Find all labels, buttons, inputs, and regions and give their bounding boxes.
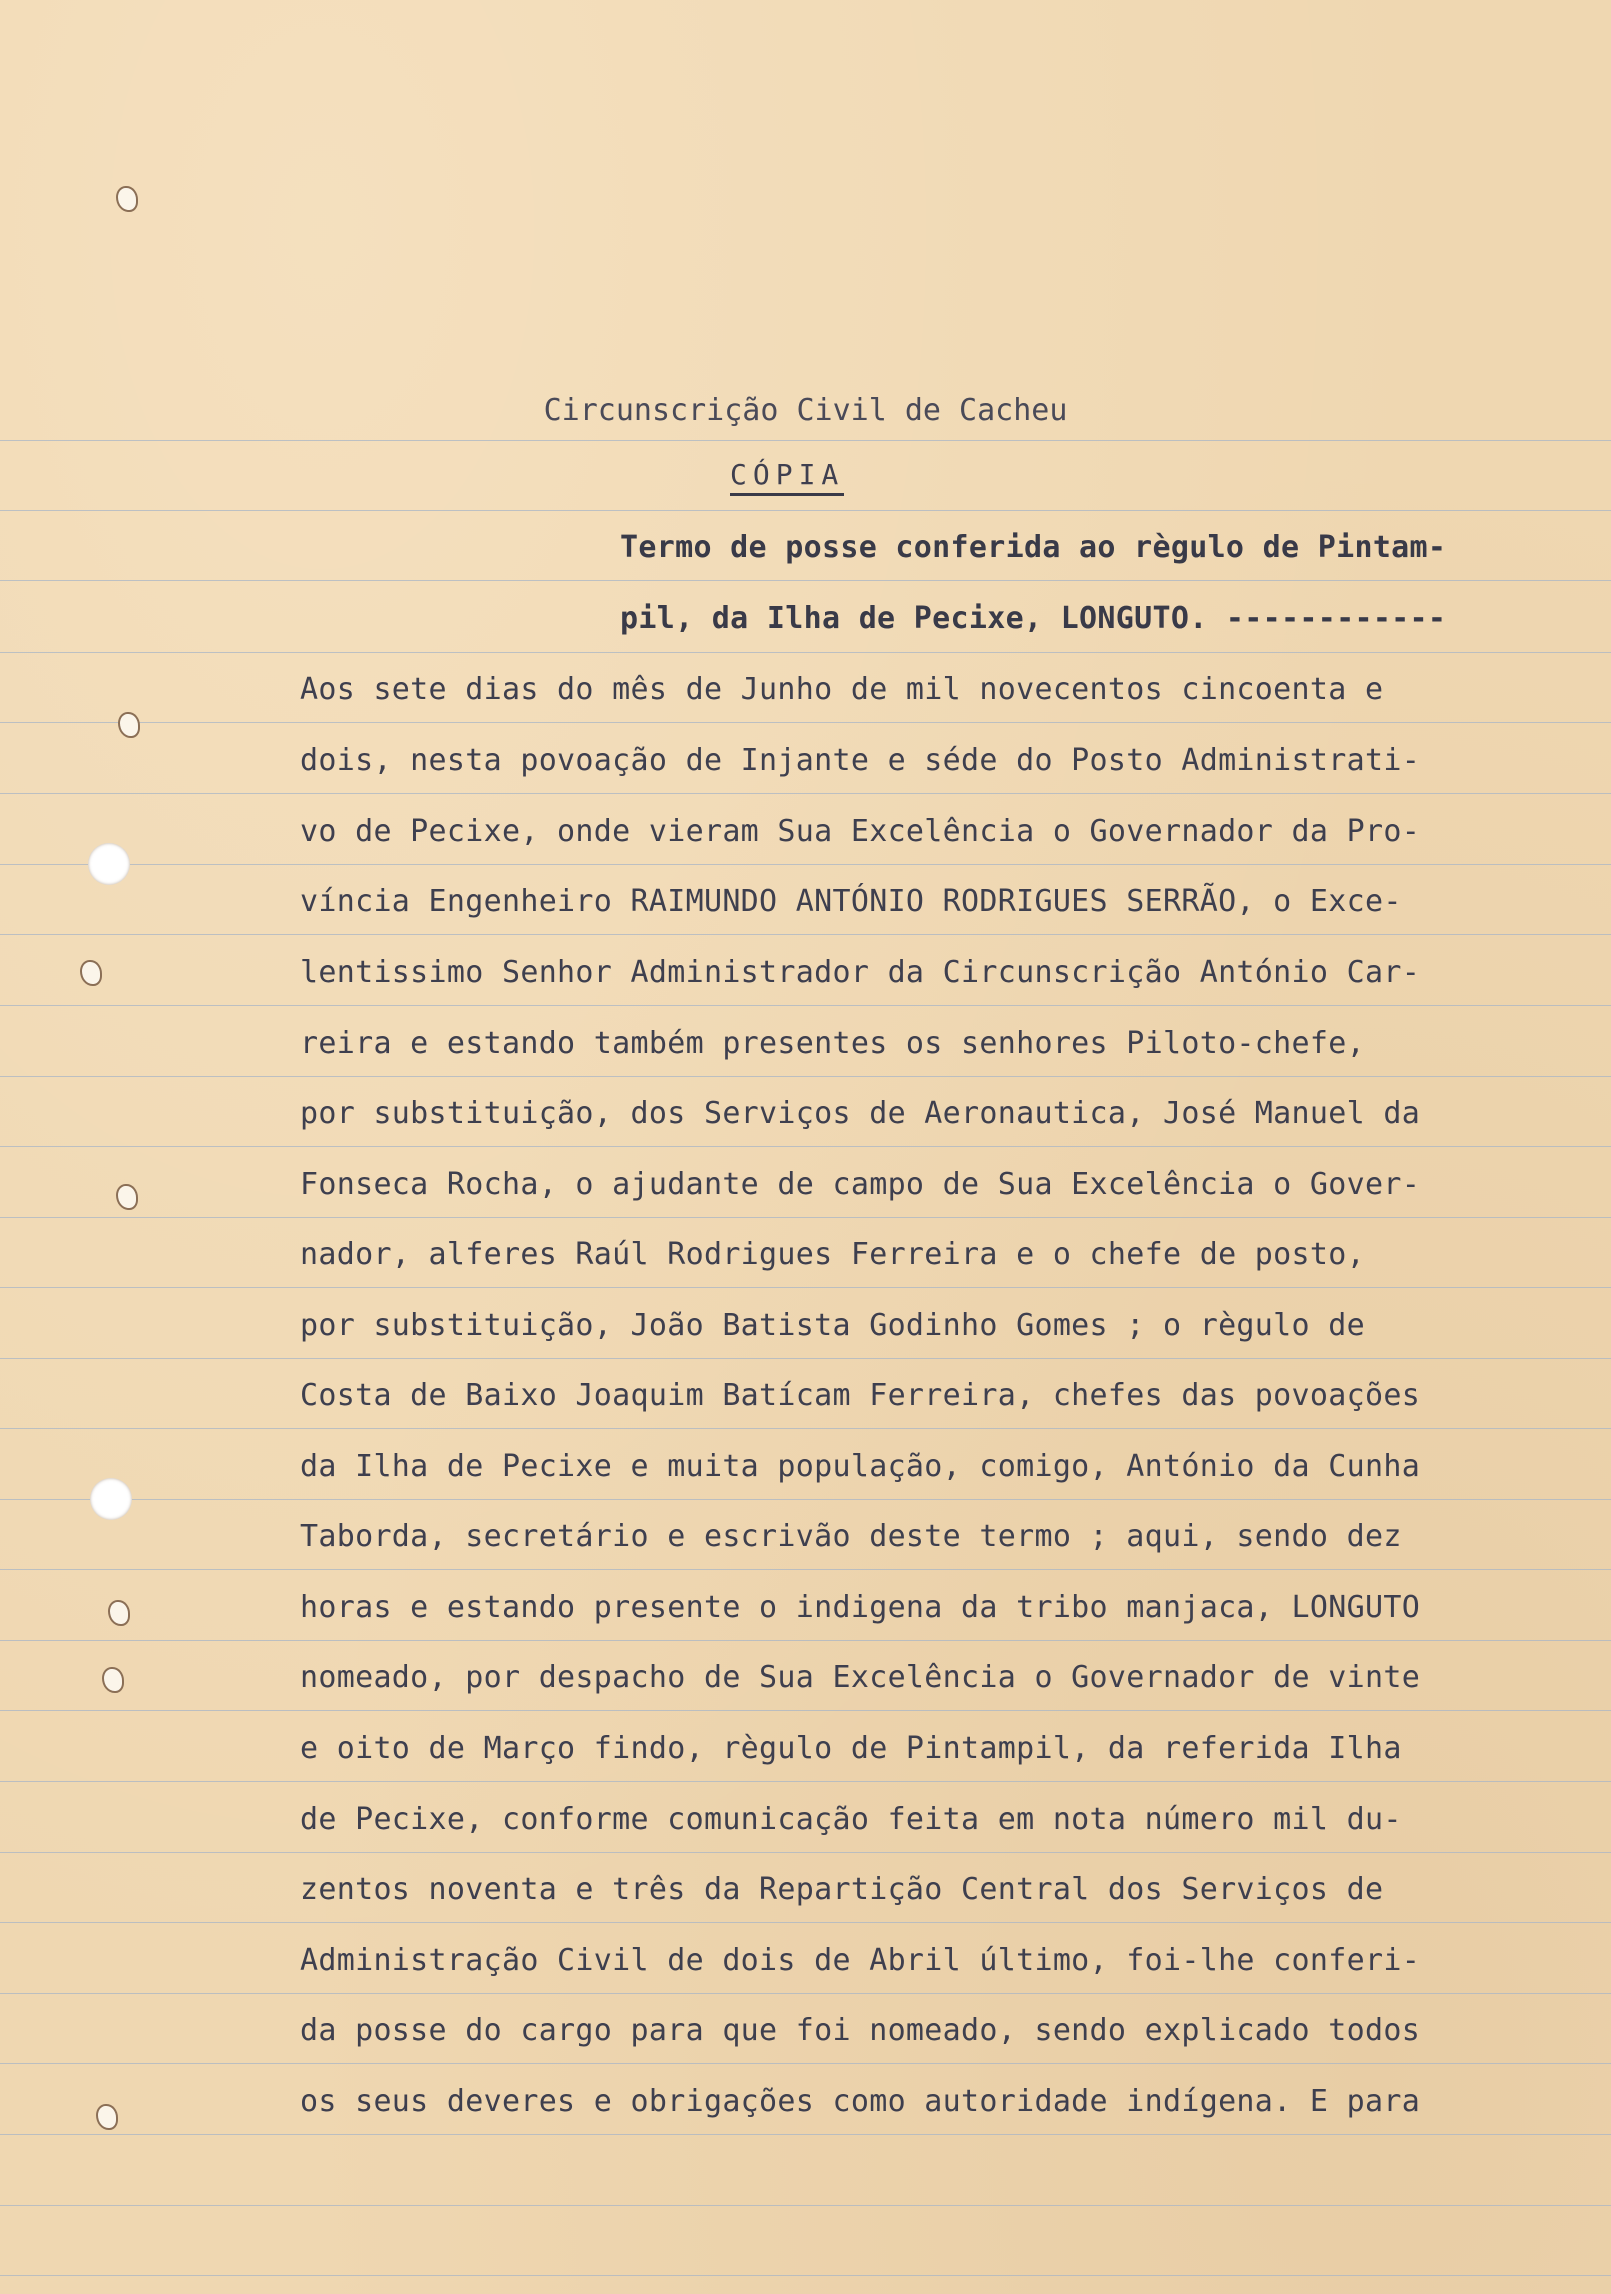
title-line: Termo de posse conferida ao règulo de Pintam- (620, 530, 1447, 565)
ruled-line (0, 1217, 1611, 1218)
ruled-line (0, 2063, 1611, 2064)
body-line: por substituição, João Batista Godinho Gomes ; o règulo de (300, 1308, 1365, 1343)
body-line: nomeado, por despacho de Sua Excelência o Governador de vinte (300, 1660, 1421, 1695)
ruled-line (0, 1287, 1611, 1288)
body-line: da Ilha de Pecixe e muita população, comigo, António da Cunha (300, 1449, 1421, 1484)
ruled-line (0, 1146, 1611, 1147)
ruled-line (0, 1076, 1611, 1077)
body-line: por substituição, dos Serviços de Aeronautica, José Manuel da (300, 1096, 1421, 1131)
ruled-line (0, 934, 1611, 935)
ruled-line (0, 1428, 1611, 1429)
punch-hole (90, 1478, 132, 1520)
body-line: de Pecixe, conforme comunicação feita em nota número mil du- (300, 1802, 1402, 1837)
title-line: pil, da Ilha de Pecixe, LONGUTO. ------------ (620, 601, 1447, 636)
ruled-line (0, 864, 1611, 865)
body-line: da posse do cargo para que foi nomeado, sendo explicado todos (300, 2013, 1421, 2048)
ruled-line (0, 440, 1611, 441)
ruled-line (0, 580, 1611, 581)
ruled-line (0, 1499, 1611, 1500)
margin-tear (96, 2104, 118, 2130)
body-line: Aos sete dias do mês de Junho de mil novecentos cincoenta e (300, 672, 1384, 707)
body-line: dois, nesta povoação de Injante e séde do Posto Administrati- (300, 743, 1421, 778)
copia-stamp: CÓPIA (730, 458, 844, 496)
ruled-line (0, 1852, 1611, 1853)
body-line: víncia Engenheiro RAIMUNDO ANTÓNIO RODRIGUES SERRÃO, o Exce- (300, 884, 1402, 919)
margin-tear (80, 960, 102, 986)
ruled-line (0, 1005, 1611, 1006)
ruled-line (0, 1993, 1611, 1994)
body-line: nador, alferes Raúl Rodrigues Ferreira e o chefe de posto, (300, 1237, 1365, 1272)
ruled-line (0, 652, 1611, 653)
margin-tear (102, 1667, 124, 1693)
ruled-line (0, 1781, 1611, 1782)
margin-tear (108, 1600, 130, 1626)
body-line: Fonseca Rocha, o ajudante de campo de Sua Excelência o Gover- (300, 1167, 1421, 1202)
ruled-line (0, 722, 1611, 723)
ruled-line (0, 1710, 1611, 1711)
ruled-line (0, 510, 1611, 511)
body-line: os seus deveres e obrigações como autoridade indígena. E para (300, 2084, 1421, 2119)
ruled-line (0, 2275, 1611, 2276)
ruled-line (0, 2134, 1611, 2135)
body-line: reira e estando também presentes os senhores Piloto-chefe, (300, 1026, 1365, 1061)
punch-hole (88, 843, 130, 885)
ruled-line (0, 1922, 1611, 1923)
margin-tear (118, 712, 140, 738)
ruled-line (0, 1640, 1611, 1641)
body-line: vo de Pecixe, onde vieram Sua Excelência o Governador da Pro- (300, 814, 1421, 849)
body-line: e oito de Março findo, règulo de Pintampil, da referida Ilha (300, 1731, 1402, 1766)
body-line: lentissimo Senhor Administrador da Circunscrição António Car- (300, 955, 1421, 990)
body-line: zentos noventa e três da Repartição Central dos Serviços de (300, 1872, 1384, 1907)
ruled-line (0, 1569, 1611, 1570)
ruled-line (0, 793, 1611, 794)
margin-tear (116, 186, 138, 212)
document-heading: Circunscrição Civil de Cacheu (543, 393, 1068, 428)
body-line: horas e estando presente o indigena da tribo manjaca, LONGUTO (300, 1590, 1421, 1625)
body-line: Costa de Baixo Joaquim Batícam Ferreira, chefes das povoações (300, 1378, 1421, 1413)
margin-tear (116, 1184, 138, 1210)
body-line: Administração Civil de dois de Abril último, foi-lhe conferi- (300, 1943, 1421, 1978)
body-line: Taborda, secretário e escrivão deste termo ; aqui, sendo dez (300, 1519, 1402, 1554)
ruled-line (0, 2205, 1611, 2206)
ruled-line (0, 1358, 1611, 1359)
